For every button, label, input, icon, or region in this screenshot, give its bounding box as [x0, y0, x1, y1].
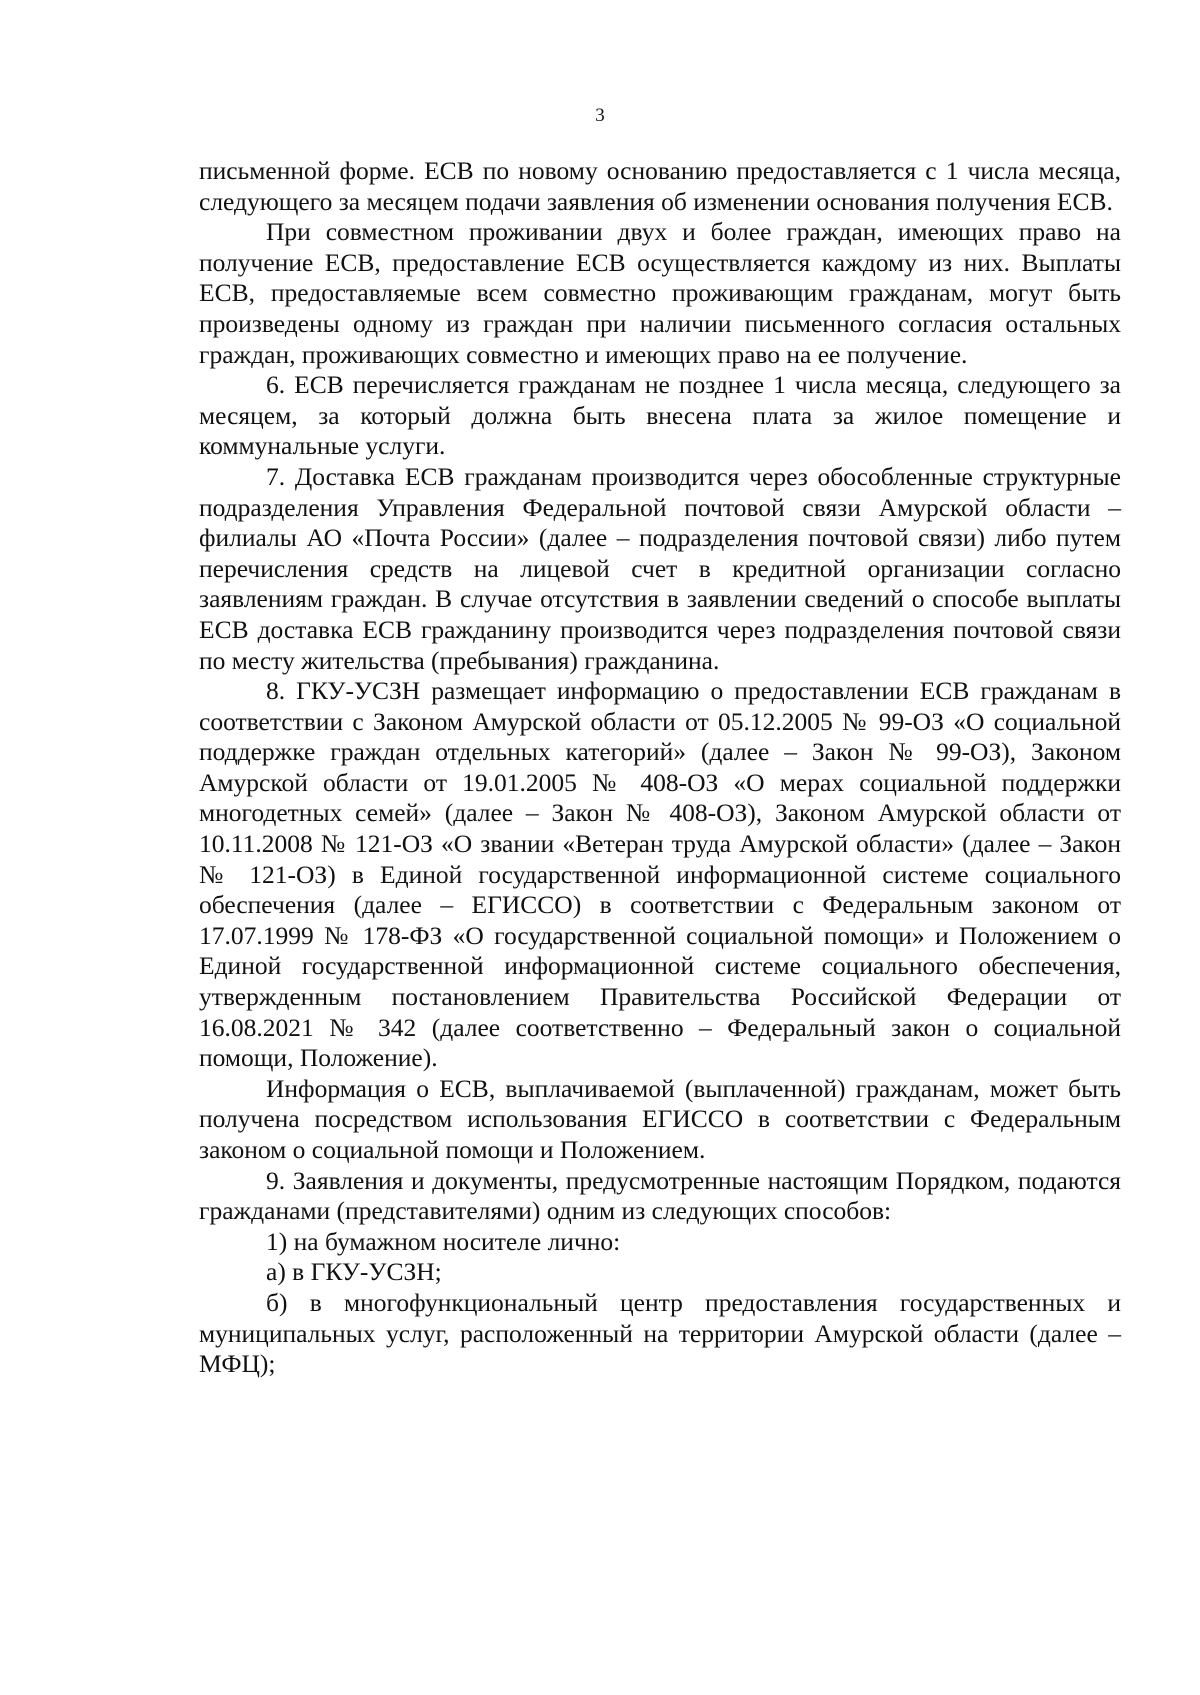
paragraph-item-9: 9. Заявления и документы, предусмотренные настоящим Порядком, подаются гражданами (представителями) одним из следующих способов:: [199, 1165, 1121, 1226]
paragraph-egisso-info: Информация о ЕСВ, выплачиваемой (выплаченной) гражданам, может быть получена посредством использования ЕГИССО в соответствии с Федеральным законом о социальной помощи и Положением.: [199, 1073, 1121, 1164]
paragraph-subitem-b: б) в многофункциональный центр предоставления государственных и муниципальных услуг, расположенный на территории Амурской области (далее – МФЦ);: [199, 1287, 1121, 1379]
paragraph-subitem-a: а) в ГКУ-УСЗН;: [266, 1257, 442, 1287]
page-number: 3: [595, 105, 605, 126]
paragraph-item-8: 8. ГКУ-УСЗН размещает информацию о предоставлении ЕСВ гражданам в соответствии с Законом Амурской области от 05.12.2005 № 99-ОЗ «О социальной поддержке граждан отдельных категорий» (далее – Закон № 99-ОЗ), Законом Амурской области от 19.01.2005 № 408-ОЗ «О мерах социальной поддержки многодетных семей» (далее – Закон № 408-ОЗ), Законом Амурской области от 10.11.2008 № 121-ОЗ «О звании «Ветеран труда Амурской области» (далее – Закон № 121-ОЗ) в Единой государственной информационной системе социального обеспечения (далее – ЕГИССО) в соответствии с Федеральным законом от 17.07.1999 № 178-ФЗ «О государственной социальной помощи» и Положением о Единой государственной информационной системе социального обеспечения, утвержденным постановлением Правительства Российской Федерации от 16.08.2021 № 342 (далее соответственно – Федеральный закон о социальной помощи, Положение).: [199, 676, 1121, 1073]
paragraph-subitem-1: 1) на бумажном носителе лично:: [266, 1226, 621, 1256]
paragraph-item-7: 7. Доставка ЕСВ гражданам производится через обособленные структурные подразделения Управления Федеральной почтовой связи Амурской области – филиалы АО «Почта России» (далее – подразделения почтовой связи) либо путем перечисления средств на лицевой счет в кредитной организации согласно заявлениям граждан. В случае отсутствия в заявлении сведений о способе выплаты ЕСВ доставка ЕСВ гражданину производится через подразделения почтовой связи по месту жительства (пребывания) гражданина.: [199, 461, 1121, 675]
paragraph-joint-residence: При совместном проживании двух и более граждан, имеющих право на получение ЕСВ, предоставление ЕСВ осуществляется каждому из них. Выплаты ЕСВ, предоставляемые всем совместно проживающим гражданам, могут быть произведены одному из граждан при наличии письменного согласия остальных граждан, проживающих совместно и имеющих право на ее получение.: [199, 217, 1121, 369]
paragraph-item-6: 6. ЕСВ перечисляется гражданам не позднее 1 числа месяца, следующего за месяцем, за который должна быть внесена плата за жилое помещение и коммунальные услуги.: [199, 370, 1121, 461]
paragraph-continuation: письменной форме. ЕСВ по новому основанию предоставляется с 1 числа месяца, следующего за месяцем подачи заявления об изменении основания получения ЕСВ.: [199, 156, 1121, 216]
document-body: [199, 156, 1121, 1380]
